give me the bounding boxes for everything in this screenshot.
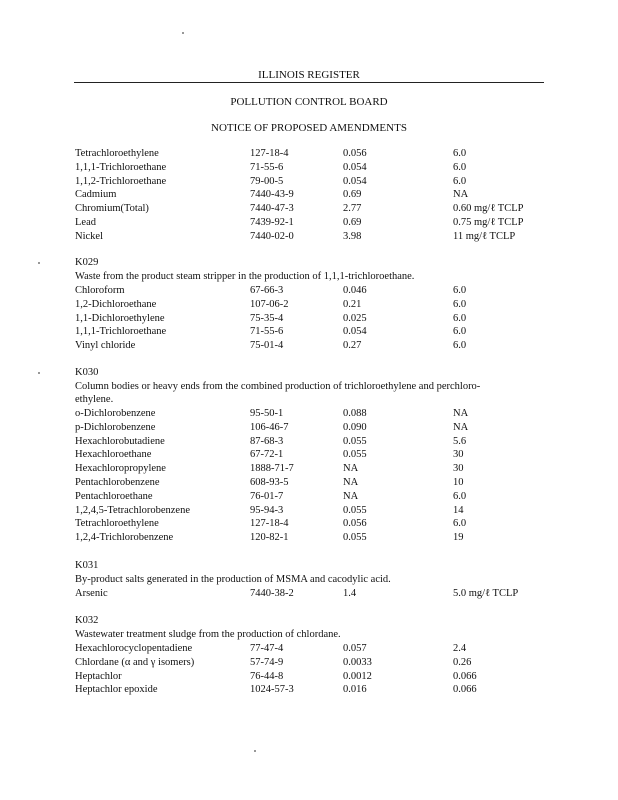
table-row bbox=[75, 147, 545, 160]
constituent: Hexachloroethane bbox=[75, 449, 152, 461]
constituent: Pentachlorobenzene bbox=[75, 477, 160, 488]
cas-number: 107-06-2 bbox=[250, 298, 289, 310]
wastewater-conc: 0.27 bbox=[343, 340, 362, 352]
wastewater-conc: 2.77 bbox=[343, 203, 362, 215]
cas-number: 127-18-4 bbox=[250, 148, 289, 159]
cas-number: 76-44-8 bbox=[250, 670, 284, 682]
cas-number: 77-47-4 bbox=[250, 643, 284, 654]
nonwastewater-conc: 5.6 bbox=[453, 435, 467, 447]
wastewater-conc: 0.055 bbox=[343, 504, 367, 516]
cas-number: 75-35-4 bbox=[250, 312, 284, 324]
cas-number: 127-18-4 bbox=[250, 518, 289, 530]
wastewater-conc: 0.025 bbox=[343, 312, 367, 324]
wastewater-conc: 1.4 bbox=[343, 588, 357, 599]
nonwastewater-conc: 2.4 bbox=[453, 643, 467, 654]
constituent: Lead bbox=[75, 217, 96, 228]
table-row bbox=[75, 476, 545, 489]
wastewater-conc: 0.054 bbox=[343, 175, 367, 187]
table-row bbox=[75, 587, 545, 600]
cas-number: 7439-92-1 bbox=[250, 217, 294, 228]
wastewater-conc: 0.69 bbox=[343, 217, 362, 228]
waste-code-k031: K031 bbox=[75, 560, 99, 571]
nonwastewater-conc: 0.26 bbox=[453, 656, 472, 668]
table-row bbox=[75, 216, 545, 229]
nonwastewater-conc: 6.0 bbox=[453, 518, 467, 530]
cas-number: 79-00-5 bbox=[250, 175, 284, 187]
table-row bbox=[75, 175, 545, 188]
wastewater-conc: NA bbox=[343, 490, 359, 502]
table-row bbox=[75, 462, 545, 475]
nonwastewater-conc: NA bbox=[453, 421, 469, 433]
cas-number: 87-68-3 bbox=[250, 435, 284, 447]
table-row bbox=[75, 517, 545, 530]
wastewater-conc: 0.0012 bbox=[343, 670, 372, 682]
nonwastewater-conc: 19 bbox=[453, 532, 464, 544]
waste-description-k032: Wastewater treatment sludge from the production of chlordane. bbox=[75, 629, 341, 640]
nonwastewater-conc: 30 bbox=[453, 463, 464, 475]
waste-description-k030-line1: Column bodies or heavy ends from the combined production of trichloroethylene and perchloro- bbox=[75, 381, 481, 392]
waste-code-k030: K030 bbox=[75, 367, 99, 378]
constituent: 1,1,1-Trichloroethane bbox=[75, 161, 167, 173]
table-row bbox=[75, 407, 545, 420]
table-row bbox=[75, 202, 545, 215]
scan-speck bbox=[254, 750, 256, 752]
header-rule bbox=[74, 82, 544, 83]
wastewater-conc: 0.054 bbox=[343, 161, 367, 173]
wastewater-conc: 0.057 bbox=[343, 643, 367, 654]
constituent: Tetrachloroethylene bbox=[75, 148, 159, 159]
nonwastewater-conc: 6.0 bbox=[453, 312, 467, 324]
table-row bbox=[75, 670, 545, 683]
constituent: 1,1,2-Trichloroethane bbox=[75, 175, 167, 187]
wastewater-conc: 0.090 bbox=[343, 421, 367, 433]
wastewater-conc: NA bbox=[343, 463, 359, 475]
nonwastewater-conc: 6.0 bbox=[453, 298, 467, 310]
cas-number: 106-46-7 bbox=[250, 421, 289, 433]
cas-number: 608-93-5 bbox=[250, 477, 289, 488]
constituent: 1,1-Dichloroethylene bbox=[75, 312, 165, 324]
constituent: Heptachlor bbox=[75, 670, 122, 682]
table-row bbox=[75, 504, 545, 517]
table-row bbox=[75, 656, 545, 669]
wastewater-conc: 0.088 bbox=[343, 408, 367, 419]
nonwastewater-conc: 10 bbox=[453, 477, 464, 488]
wastewater-conc: 0.69 bbox=[343, 189, 362, 201]
table-row bbox=[75, 339, 545, 352]
constituent: Tetrachloroethylene bbox=[75, 518, 159, 530]
nonwastewater-conc: 6.0 bbox=[453, 326, 467, 338]
nonwastewater-conc: 14 bbox=[453, 504, 464, 516]
nonwastewater-conc: 6.0 bbox=[453, 490, 467, 502]
cas-number: 71-55-6 bbox=[250, 326, 284, 338]
constituent: Chlordane (α and γ isomers) bbox=[75, 656, 195, 668]
table-row bbox=[75, 161, 545, 174]
table-row bbox=[75, 435, 545, 448]
constituent: Chromium(Total) bbox=[75, 203, 149, 215]
notice-title: NOTICE OF PROPOSED AMENDMENTS bbox=[211, 122, 407, 134]
nonwastewater-conc: 6.0 bbox=[453, 340, 467, 352]
table-row bbox=[75, 448, 545, 461]
scan-speck bbox=[182, 32, 184, 34]
constituent: Heptachlor epoxide bbox=[75, 684, 158, 696]
nonwastewater-conc: 6.0 bbox=[453, 161, 467, 173]
nonwastewater-conc: 30 bbox=[453, 449, 464, 461]
nonwastewater-conc: 0.066 bbox=[453, 670, 477, 682]
wastewater-conc: 0.056 bbox=[343, 518, 367, 530]
table-row bbox=[75, 298, 545, 311]
nonwastewater-conc: 0.75 mg/ℓ TCLP bbox=[453, 217, 524, 228]
wastewater-conc: 0.0033 bbox=[343, 656, 372, 668]
nonwastewater-conc: 6.0 bbox=[453, 285, 467, 296]
constituent: Arsenic bbox=[75, 588, 108, 599]
wastewater-conc: 0.055 bbox=[343, 532, 367, 544]
cas-number: 7440-38-2 bbox=[250, 588, 294, 599]
board-name: POLLUTION CONTROL BOARD bbox=[230, 96, 388, 108]
table-row bbox=[75, 490, 545, 503]
constituent: Pentachloroethane bbox=[75, 490, 153, 502]
wastewater-conc: 0.054 bbox=[343, 326, 367, 338]
wastewater-conc: NA bbox=[343, 477, 359, 488]
nonwastewater-conc: 5.0 mg/ℓ TCLP bbox=[453, 588, 519, 599]
constituent: Chloroform bbox=[75, 285, 125, 296]
table-row bbox=[75, 188, 545, 201]
scan-speck bbox=[38, 262, 40, 264]
wastewater-conc: 0.055 bbox=[343, 449, 367, 461]
table-row bbox=[75, 325, 545, 338]
wastewater-conc: 0.055 bbox=[343, 435, 367, 447]
waste-description-k030-line2: ethylene. bbox=[75, 394, 114, 405]
cas-number: 67-72-1 bbox=[250, 449, 284, 461]
constituent: Nickel bbox=[75, 230, 103, 242]
table-row bbox=[75, 531, 545, 544]
nonwastewater-conc: 11 mg/ℓ TCLP bbox=[453, 230, 516, 242]
constituent: Hexachlorobutadiene bbox=[75, 435, 165, 447]
cas-number: 95-50-1 bbox=[250, 408, 284, 419]
table-row bbox=[75, 642, 545, 655]
constituent: 1,1,1-Trichloroethane bbox=[75, 326, 167, 338]
waste-description-k031: By-product salts generated in the production of MSMA and cacodylic acid. bbox=[75, 574, 391, 585]
nonwastewater-conc: NA bbox=[453, 408, 469, 419]
cas-number: 75-01-4 bbox=[250, 340, 284, 352]
nonwastewater-conc: 6.0 bbox=[453, 148, 467, 159]
cas-number: 95-94-3 bbox=[250, 504, 284, 516]
constituent: 1,2,4,5-Tetrachlorobenzene bbox=[75, 504, 191, 516]
cas-number: 7440-47-3 bbox=[250, 203, 294, 215]
cas-number: 57-74-9 bbox=[250, 656, 284, 668]
wastewater-conc: 0.21 bbox=[343, 298, 362, 310]
cas-number: 1888-71-7 bbox=[250, 463, 294, 475]
cas-number: 71-55-6 bbox=[250, 161, 284, 173]
constituent: Hexachlorocyclopentadiene bbox=[75, 643, 193, 654]
wastewater-conc: 3.98 bbox=[343, 230, 362, 242]
scan-speck bbox=[38, 372, 40, 374]
constituent: Cadmium bbox=[75, 189, 117, 201]
constituent: p-Dichlorobenzene bbox=[75, 421, 156, 433]
waste-description-k029: Waste from the product steam stripper in the production of 1,1,1-trichloroethane. bbox=[75, 271, 415, 282]
table-row bbox=[75, 421, 545, 434]
constituent: o-Dichlorobenzene bbox=[75, 408, 156, 419]
cas-number: 120-82-1 bbox=[250, 532, 289, 544]
cas-number: 7440-02-0 bbox=[250, 230, 294, 242]
table-row bbox=[75, 312, 545, 325]
table-row bbox=[75, 284, 545, 297]
cas-number: 67-66-3 bbox=[250, 285, 284, 296]
nonwastewater-conc: NA bbox=[453, 189, 469, 201]
register-title: ILLINOIS REGISTER bbox=[258, 69, 360, 81]
constituent: 1,2,4-Trichlorobenzene bbox=[75, 532, 174, 544]
waste-code-k029: K029 bbox=[75, 257, 99, 268]
waste-code-k032: K032 bbox=[75, 615, 99, 626]
wastewater-conc: 0.056 bbox=[343, 148, 367, 159]
nonwastewater-conc: 0.066 bbox=[453, 684, 477, 696]
table-row bbox=[75, 230, 545, 243]
cas-number: 76-01-7 bbox=[250, 490, 284, 502]
constituent: Vinyl chloride bbox=[75, 340, 136, 352]
constituent: Hexachloropropylene bbox=[75, 463, 166, 475]
cas-number: 1024-57-3 bbox=[250, 684, 294, 696]
nonwastewater-conc: 0.60 mg/ℓ TCLP bbox=[453, 203, 524, 215]
constituent: 1,2-Dichloroethane bbox=[75, 298, 157, 310]
cas-number: 7440-43-9 bbox=[250, 189, 294, 201]
table-row bbox=[75, 683, 545, 696]
nonwastewater-conc: 6.0 bbox=[453, 175, 467, 187]
wastewater-conc: 0.016 bbox=[343, 684, 367, 696]
wastewater-conc: 0.046 bbox=[343, 285, 367, 296]
